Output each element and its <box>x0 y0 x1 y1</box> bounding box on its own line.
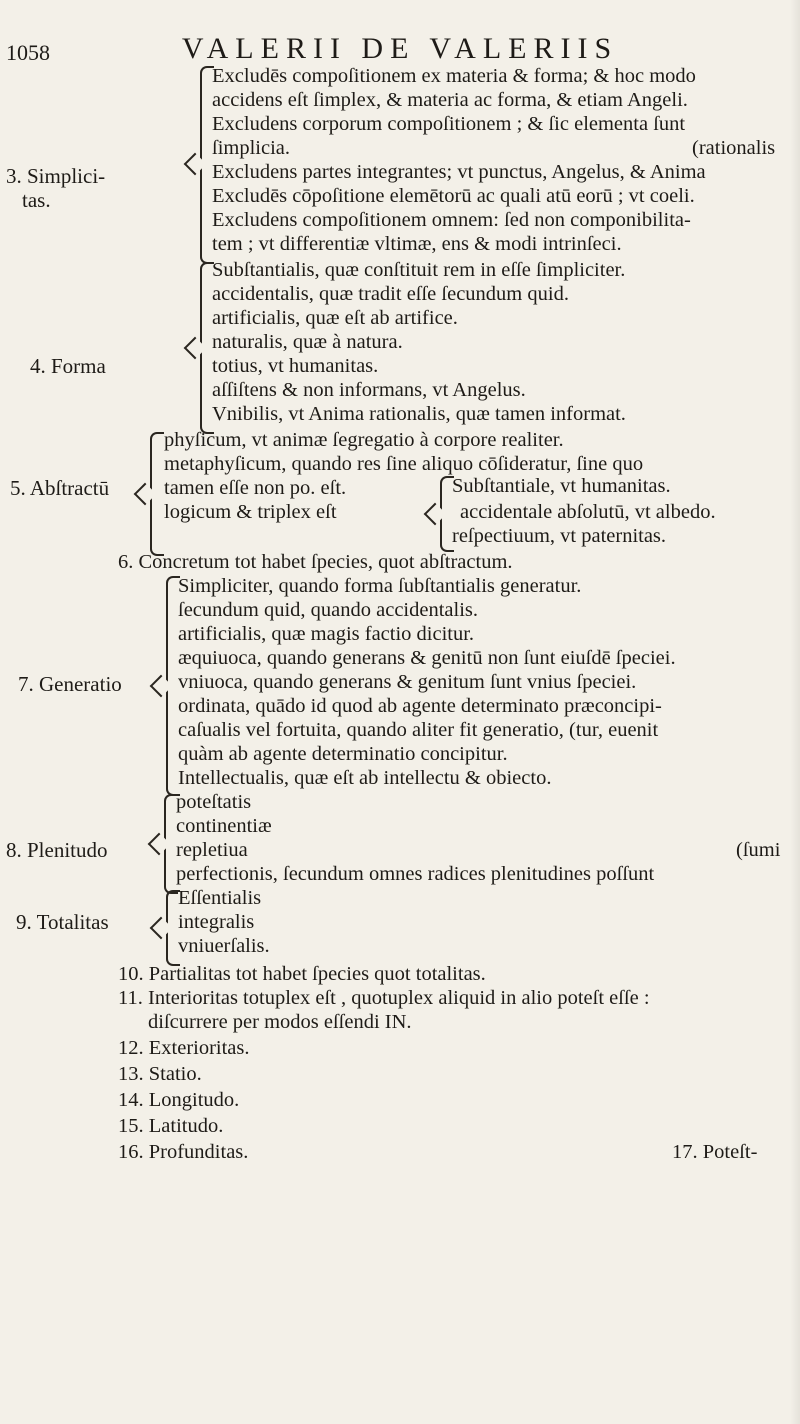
text-line: naturalis, quæ à natura. <box>212 331 403 353</box>
text-line: Vnibilis, vt Anima rationalis, quæ tamen informat. <box>212 403 626 425</box>
text-line: Subſtantialis, quæ conſtituit rem in eſſe ſimpliciter. <box>212 259 626 281</box>
text-line: Subſtantiale, vt humanitas. <box>452 475 671 497</box>
text-line: Excludēs compoſitionem ex materia & forma; & hoc modo <box>212 65 696 87</box>
text-line: repletiua <box>176 839 248 861</box>
text-line: 13. Statio. <box>118 1063 202 1085</box>
text-line: metaphyſicum, quando res ſine aliquo cōſideratur, ſine quo <box>164 453 644 475</box>
text-line: ſecundum quid, quando accidentalis. <box>178 599 479 621</box>
text-line: ordinata, quādo id quod ab agente determinato præconcipi- <box>178 695 662 717</box>
text-line: logicum & triplex eſt <box>164 501 337 523</box>
text-line: 14. Longitudo. <box>118 1089 240 1111</box>
text-line: (ſumi <box>736 839 781 861</box>
text-line: vniuerſalis. <box>178 935 270 957</box>
text-line: Excludens compoſitionem omnem: ſed non componibilita- <box>212 209 691 231</box>
text-line: perfectionis, ſecundum omnes radices plenitudines poſſunt <box>176 863 655 885</box>
label-forma: 4. Forma <box>30 354 106 378</box>
text-line: 16. Profunditas. <box>118 1141 249 1163</box>
label-abstractum: 5. Abſtractū <box>10 476 110 500</box>
text-line: quàm ab agente determinatio concipitur. <box>178 743 508 765</box>
brace-abstractum <box>150 432 164 556</box>
text-line: artificialis, quæ magis factio dicitur. <box>178 623 475 645</box>
text-line: 17. Poteſt- <box>672 1141 758 1163</box>
text-line: Excludens corporum compoſitionem ; & ſic elementa ſunt <box>212 113 686 135</box>
text-line: (rationalis <box>692 137 776 159</box>
text-line: reſpectiuum, vt paternitas. <box>452 525 667 547</box>
text-line: 12. Exterioritas. <box>118 1037 250 1059</box>
text-line: Simpliciter, quando forma ſubſtantialis generatur. <box>178 575 582 597</box>
text-line: aſſiſtens & non informans, vt Angelus. <box>212 379 526 401</box>
page-edge-shadow <box>790 0 800 1424</box>
label-generatio: 7. Generatio <box>18 672 122 696</box>
text-line: 6. Concretum tot habet ſpecies, quot abſtractum. <box>118 551 513 573</box>
text-line: tem ; vt differentiæ vltimæ, ens & modi intrinſeci. <box>212 233 622 255</box>
text-line: Intellectualis, quæ eſt ab intellectu & obiecto. <box>178 767 552 789</box>
text-line: accidentalis, quæ tradit eſſe ſecundum quid. <box>212 283 569 305</box>
text-line: Eſſentialis <box>178 887 262 909</box>
text-line: Excludēs cōpoſitione elemētorū ac quali atū eorū ; vt coeli. <box>212 185 695 207</box>
text-line: diſcurrere per modos eſſendi IN. <box>148 1011 412 1033</box>
text-line: caſualis vel fortuita, quando aliter fit generatio, (tur, euenit <box>178 719 659 741</box>
label-simplicitas-cont: tas. <box>22 188 51 212</box>
text-line: continentiæ <box>176 815 272 837</box>
page-number: 1058 <box>6 40 50 65</box>
label-plenitudo: 8. Plenitudo <box>6 838 108 862</box>
running-title: VALERII DE VALERIIS <box>181 32 619 65</box>
text-line: æquiuoca, quando generans & genitū non ſunt eiuſdē ſpeciei. <box>178 647 676 669</box>
text-line: 15. Latitudo. <box>118 1115 224 1137</box>
label-totalitas: 9. Totalitas <box>16 910 109 934</box>
text-line: artificialis, quæ eſt ab artifice. <box>212 307 458 329</box>
text-line: integralis <box>178 911 255 933</box>
label-simplicitas: 3. Simplici- <box>6 164 106 188</box>
text-line: ſimplicia. <box>212 137 290 159</box>
text-line: phyſicum, vt animæ ſegregatio à corpore realiter. <box>164 429 564 451</box>
text-line: poteſtatis <box>176 791 252 813</box>
text-line: tamen eſſe non po. eſt. <box>164 477 347 499</box>
text-line: 10. Partialitas tot habet ſpecies quot totalitas. <box>118 963 486 985</box>
text-line: accidens eſt ſimplex, & materia ac forma, & etiam Angeli. <box>212 89 688 111</box>
text-line: 11. Interioritas totuplex eſt , quotuplex aliquid in alio poteſt eſſe : <box>118 987 650 1009</box>
text-line: Excludens partes integrantes; vt punctus, Angelus, & Anima <box>212 161 706 183</box>
text-line: vniuoca, quando generans & genitum ſunt vnius ſpeciei. <box>178 671 637 693</box>
text-line: accidentale abſolutū, vt albedo. <box>460 501 716 523</box>
text-line: totius, vt humanitas. <box>212 355 379 377</box>
